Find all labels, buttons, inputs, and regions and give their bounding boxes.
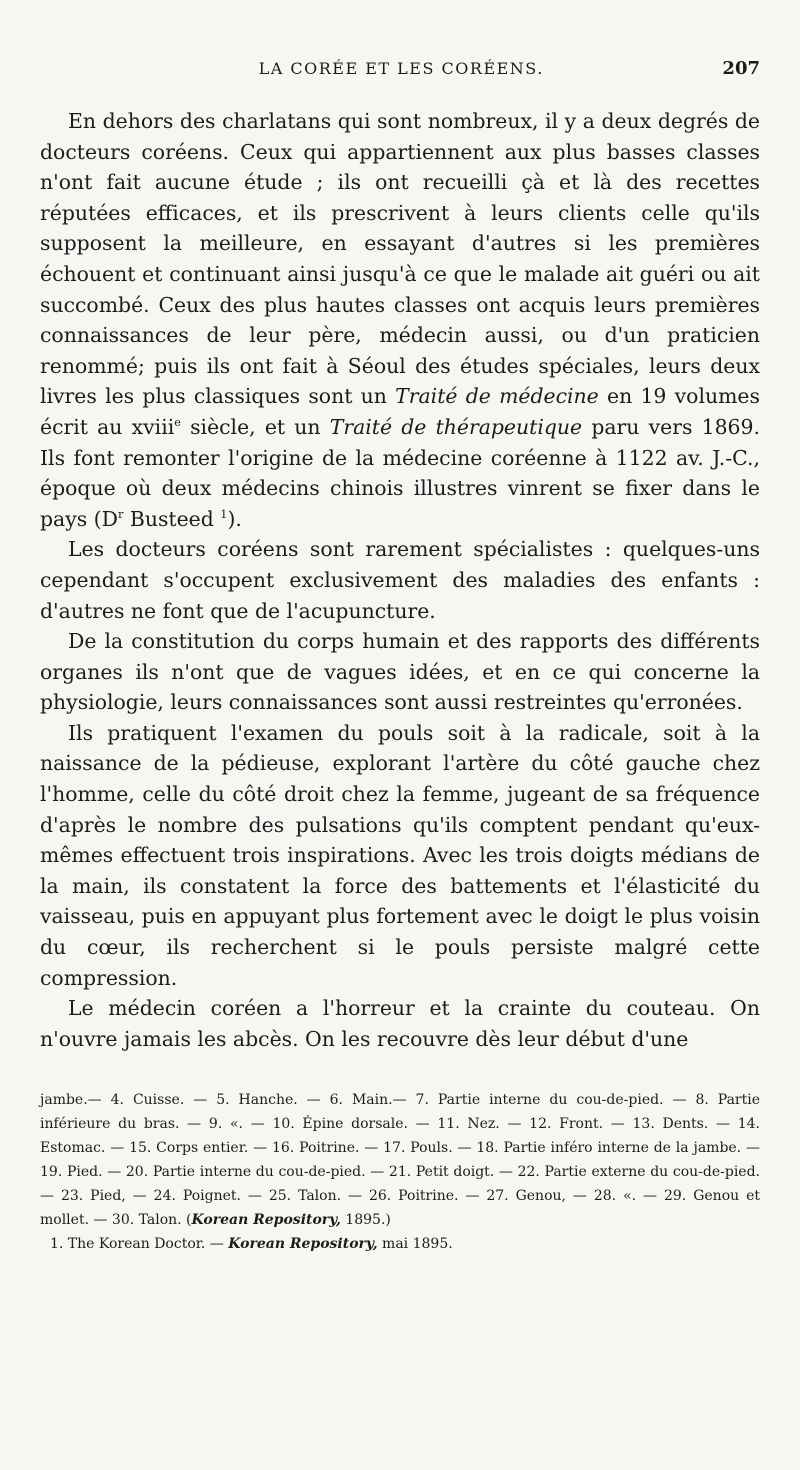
footnote-ref-1[interactable]: 1 (220, 507, 228, 521)
century-superscript: e (174, 416, 181, 430)
page-number: 207 (722, 58, 760, 79)
running-title: LA CORÉE ET LES CORÉENS. (258, 59, 544, 78)
figure-legend-continuation (40, 1088, 760, 1232)
footnotes (40, 1088, 760, 1256)
paragraph-1-text-e: Busteed (123, 506, 221, 531)
book-title-therapeutique: Traité de thérapeutique (329, 414, 583, 439)
legend-text-b: 1895.) (340, 1212, 391, 1229)
paragraph-1-text-b: en 19 volumes écrit au xviii (40, 384, 760, 439)
paragraph-4: Ils pratiquent l'examen du pouls soit à la radicale, soit à la naissance de la pédieuse, explorant l'artère du côté gauche chez l'homme, celle du côté droit chez la femme, jugeant de sa fréquence d'après le nombre des pulsations qu'ils comptent pendant qu'eux-mêmes effectuent trois inspirations. Avec les trois doigts médians de la main, ils constatent la force des battements et l'élasticité du vaisseau, puis en appuyant plus fortement avec le doigt le plus voisin du cœur, ils recherchent si le pouls persiste malgré cette compression. (40, 720, 760, 990)
paragraph-1-text-a: En dehors des charlatans qui sont nombreux, il y a deux degrés de docteurs coréens. Ceux qui appartiennent aux plus basses classes n'ont fait aucune étude ; ils ont recueilli çà et là des recettes réputées efficaces, et ils prescrivent à leurs clients celle qu'ils supposent la meilleure, en essayant d'autres si les premières échouent et continuant ainsi jusqu'à ce que le malade ait guéri ou ait succombé. Ceux des plus hautes classes ont acquis leurs premières connaissances de leur père, médecin aussi, ou d'un praticien renommé; puis ils ont fait à Séoul des études spéciales, leurs deux livres les plus classiques sont un (40, 109, 760, 409)
paragraph-3: De la constitution du corps humain et des rapports des différents organes ils n'ont que de vagues idées, et en ce qui concerne la physiologie, leurs connaissances sont aussi restreintes qu'erronées. (40, 629, 760, 715)
book-title-medecine: Traité de médecine (395, 384, 599, 409)
book-page (40, 58, 760, 1256)
legend-source: Korean Repository, (191, 1212, 341, 1229)
paragraph-5: Le médecin coréen a l'horreur et la crainte du couteau. On n'ouvre jamais les abcès. On les recouvre dès leur début d'une (40, 996, 760, 1051)
footnote-1-text-b: mai 1895. (377, 1236, 453, 1253)
paragraph-1-text-d: paru vers 1869. Ils font remonter l'origine de la médecine coréenne à 1122 av. J.-C., époque où deux médecins chinois illustres vinrent se fixer dans le pays (D (40, 414, 760, 531)
paragraph-1-text-c: siècle, et un (180, 414, 330, 439)
footnote-1 (40, 1232, 760, 1256)
footnote-1-source: Korean Repository, (228, 1236, 378, 1253)
paragraph-1 (40, 106, 760, 534)
paragraph-2: Les docteurs coréens sont rarement spécialistes : quelques-uns cependant s'occupent exclusivement des maladies des enfants : d'autres ne font que de l'acupuncture. (40, 537, 760, 623)
doctor-superscript: r (117, 507, 124, 521)
legend-text-a: jambe.— 4. Cuisse. — 5. Hanche. — 6. Main.— 7. Partie interne du cou-de-pied. — 8. Partie inférieure du bras. — 9. «. — 10. Épine dorsale. — 11. Nez. — 12. Front. — 13. Dents. — 14. Estomac. — 15. Corps entier. — 16. Poitrine. — 17. Pouls. — 18. Partie inféro interne de la jambe. — 19. Pied. — 20. Partie interne du cou-de-pied. — 21. Petit doigt. — 22. Partie externe du cou-de-pied. — 23. Pied, — 24. Poignet. — 25. Talon. — 26. Poitrine. — 27. Genou, — 28. «. — 29. Genou et mollet. — 30. Talon. ( (40, 1092, 760, 1229)
main-text (40, 106, 760, 1054)
running-header (40, 58, 760, 98)
paragraph-1-text-f: ). (227, 506, 242, 531)
footnote-1-text-a: 1. The Korean Doctor. — (50, 1236, 229, 1253)
